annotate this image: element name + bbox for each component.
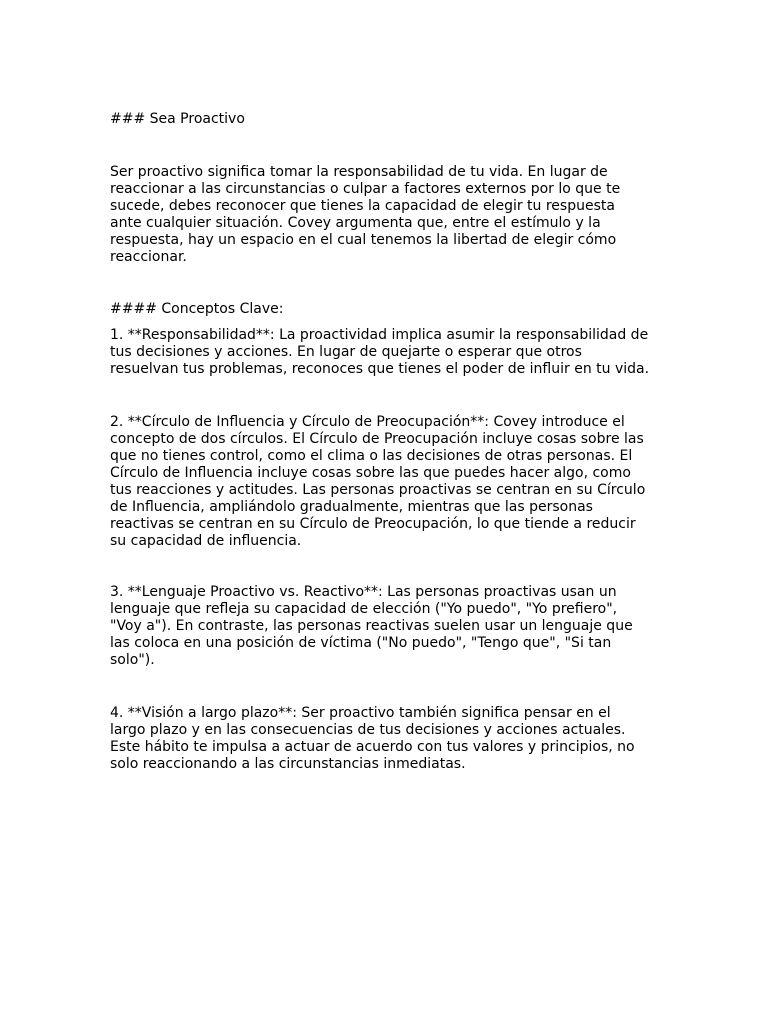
text-line: tus reacciones y actitudes. Las personas proactivas se centran en su Círculo [110, 482, 646, 498]
text-line: largo plazo y en las consecuencias de tus decisiones y acciones actuales. [110, 722, 626, 738]
text-line: de Influencia, ampliándolo gradualmente, mientras que las personas [110, 499, 593, 515]
text-line: sucede, debes reconocer que tienes la capacidad de elegir tu respuesta [110, 198, 615, 214]
text-line: #### Conceptos Clave: [110, 301, 284, 317]
section-heading [110, 111, 662, 128]
intro-paragraph [110, 164, 662, 266]
text-line: 2. **Círculo de Influencia y Círculo de Preocupación**: Covey introduce el [110, 414, 625, 430]
text-line: las coloca en una posición de víctima ("No puedo", "Tengo que", "Si tan [110, 635, 612, 651]
concept-item-responsabilidad [110, 327, 662, 378]
text-line: 3. **Lenguaje Proactivo vs. Reactivo**: Las personas proactivas usan un [110, 584, 617, 600]
text-line: solo reaccionando a las circunstancias inmediatas. [110, 756, 466, 772]
text-line: reaccionar. [110, 249, 187, 265]
text-line: ante cualquier situación. Covey argumenta que, entre el estímulo y la [110, 215, 601, 231]
text-line: Este hábito te impulsa a actuar de acuerdo con tus valores y principios, no [110, 739, 635, 755]
concept-item-lenguaje [110, 584, 662, 669]
text-line: que no tienes control, como el clima o las decisiones de otras personas. El [110, 448, 633, 464]
text-line: reactivas se centran en su Círculo de Preocupación, lo que tiende a reducir [110, 516, 636, 532]
text-line: Ser proactivo significa tomar la responsabilidad de tu vida. En lugar de [110, 164, 608, 180]
text-line: ### Sea Proactivo [110, 111, 245, 127]
text-line: "Voy a"). En contraste, las personas reactivas suelen usar un lenguaje que [110, 618, 633, 634]
concept-item-vision [110, 705, 662, 773]
concept-item-circulos [110, 414, 662, 550]
concepts-heading [110, 301, 662, 318]
text-line: 4. **Visión a largo plazo**: Ser proactivo también significa pensar en el [110, 705, 611, 721]
text-line: respuesta, hay un espacio en el cual tenemos la libertad de elegir cómo [110, 232, 617, 248]
text-line: reaccionar a las circunstancias o culpar a factores externos por lo que te [110, 181, 621, 197]
text-line: solo"). [110, 652, 155, 668]
text-line: lenguaje que refleja su capacidad de elección ("Yo puedo", "Yo prefiero", [110, 601, 618, 617]
text-line: su capacidad de influencia. [110, 533, 302, 549]
text-line: tus decisiones y acciones. En lugar de quejarte o esperar que otros [110, 344, 582, 360]
text-line: resuelvan tus problemas, reconoces que tienes el poder de influir en tu vida. [110, 361, 650, 377]
text-line: concepto de dos círculos. El Círculo de Preocupación incluye cosas sobre las [110, 431, 644, 447]
text-line: Círculo de Influencia incluye cosas sobre las que puedes hacer algo, como [110, 465, 631, 481]
text-line: 1. **Responsabilidad**: La proactividad implica asumir la responsabilidad de [110, 327, 649, 343]
